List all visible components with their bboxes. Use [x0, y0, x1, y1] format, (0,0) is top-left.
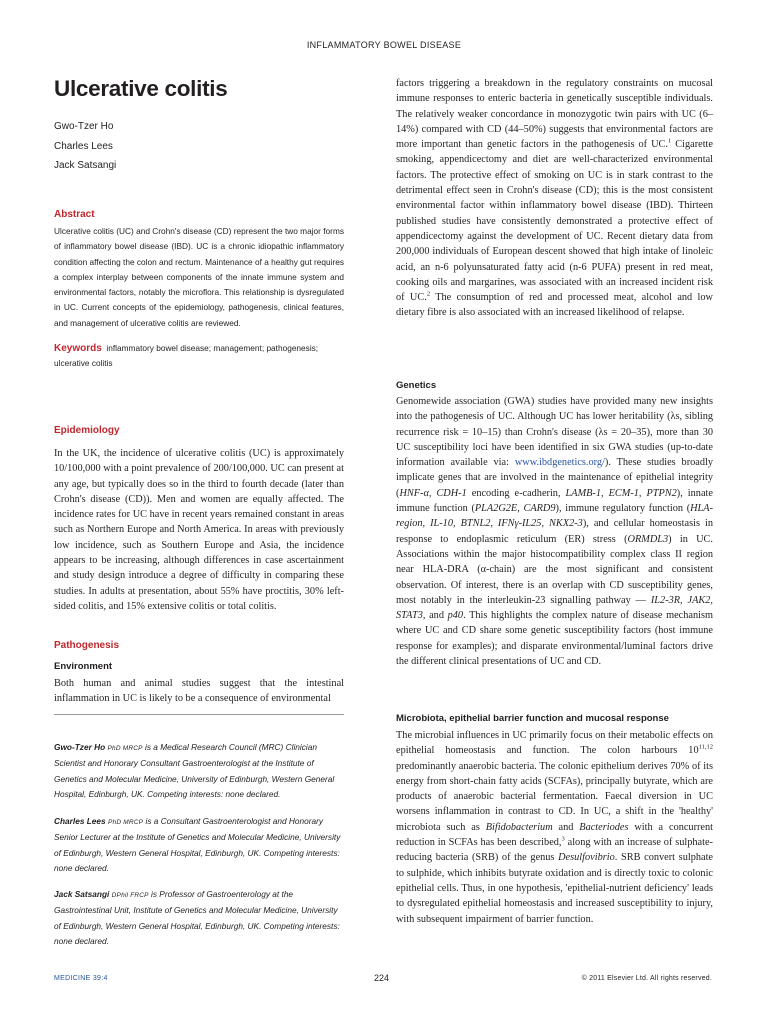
pathogenesis-heading: Pathogenesis: [54, 640, 120, 651]
divider: [54, 714, 344, 715]
epidemiology-heading: Epidemiology: [54, 425, 120, 436]
microbiota-text: The microbial influences in UC primarily focus on their metabolic effects on epithelial homeostasis and function. The colon harbours 10$^{11,12}$ predominantly anaerobic bacteria. The colonic epithelium derives 70% of its energy from short-chain fatty acids (SCFAs), principally butyrate, which are products of anaerobic bacterial fermentation. Faecal diversion in UC worsens inflammation in contrast to CD. In UC, a shift in the 'healthy' microbiota such as Bifidobacterium and Bacteriodes with a concurrent reduction in SCFAs has been described,$^3$ along with an increase of sulphate-reducing bacteria (SRB) of the genus Desulfovibrio. SRB convert sulphate to sulphide, which inhibits butyrate oxidation and is directly toxic to colonic epithelial cells. Thus, in one hypothesis, 'epithelial-nutrient deficiency' leads to dysregulated epithelial homeostasis and increased susceptibility to injury, with subsequent impairment of barrier function.: [396, 730, 714, 925]
keywords: [54, 341, 344, 372]
environment-text: Both human and animal studies suggest that the intestinal inflammation in UC is likely to be a consequence of environmental: [54, 678, 344, 705]
microbiota-heading: Microbiota, epithelial barrier function and mucosal response: [396, 713, 669, 724]
keywords-text: inflammatory bowel disease; management; pathogenesis; ulcerative colitis: [54, 343, 319, 369]
epidemiology-text: In the UK, the incidence of ulcerative colitis (UC) is approximately 10/100,000 with a point prevalence of 200/100,000. UC can present at any age, but typically does so in the third to fourth decade (later than Crohn's disease (CD)). Men and women are equally affected. The incidence rates for UC have in recent years remained constant in areas such as Northern Europe and North America. In areas with previously low incidence, such as Southern Europe and Asia, the incidence appears to be increasing, although differences in case ascertainment and study design introduce a degree of difficulty in comparing these studies. In adults at presentation, about 55% have proctitis, 30% left-sided colitis, and 15% extensive colitis or total colitis.: [54, 448, 344, 612]
author-name: Gwo-Tzer Ho: [54, 121, 114, 132]
journal-citation: MEDICINE 39:4: [54, 975, 108, 982]
genetics-text: Genomewide association (GWA) studies have provided many new insights into the pathogenesis of UC. Although UC has lower heritability (λs, sibling recurrence risk = 10–15) than Crohn's disease (λs = 20–35), more than 30 UC susceptibility loci have been identified in six GWA studies (up-to-date information available via: www.ibdgenetics.org/). These studies broadly implicate genes that are involved in the maintenance of epithelial integrity (HNF-α, CDH-1 encoding e-cadherin, LAMB-1, ECM-1, PTPN2), innate immune function (PLA2G2E, CARD9), immune regulatory function (HLA-region, IL-10, BTNL2, IFNγ-IL25, NKX2-3), and cellular homeostasis in response to endoplasmic reticulum (ER) stress (ORMDL3) in UC. Associations within the major histocompatibility complex class II region near HLA-DRA (α-chain) are the most significant and consistent observation. Of interest, there is an overlap with CD susceptibility genes, most notably in the interleukin-23 signalling pathway — IL2-3R, JAK2, STAT3, and p40. This highlights the complex nature of disease mechanism where UC and CD share some genetic susceptibility factors (host immune response for examples); and disparate environmental/luminal factors drive the different clinical presentations of UC and CD.: [396, 396, 714, 668]
author-name: Charles Lees: [54, 140, 113, 152]
author-bio: Jack Satsangi DPhil FRCP is Professor of Gastroenterology at the Gastrointestinal Unit, Institute of Genetics and Molecular Medicine, University of Edinburgh, Western General Hospital, Edinburgh, UK. Competing interests: none declared.: [54, 889, 340, 946]
ibdgenetics-link[interactable]: www.ibdgenetics.org/: [514, 457, 605, 469]
copyright: © 2011 Elsevier Ltd. All rights reserved.: [581, 975, 712, 982]
keywords-label: Keywords: [54, 343, 102, 354]
author-name: Jack Satsangi: [54, 160, 117, 171]
article-title: Ulcerative colitis: [54, 76, 228, 101]
environment-heading: Environment: [54, 661, 113, 672]
author-bio: Charles Lees PhD MRCP is a Consultant Gastroenterologist and Honorary Senior Lecturer at the Institute of Genetics and Molecular Medicine, University of Edinburgh, Western General Hospital, Edinburgh, UK. Competing interests: none declared.: [54, 816, 341, 873]
abstract-heading: Abstract: [54, 209, 95, 220]
running-header: INFLAMMATORY BOWEL DISEASE: [306, 40, 462, 50]
author-list: [54, 117, 344, 176]
page-number: 224: [374, 973, 390, 983]
abstract-text: Ulcerative colitis (UC) and Crohn's disease (CD) represent the two major forms of inflammatory bowel disease (IBD). UC is a chronic idiopathic inflammatory condition affecting the colon and rectum. Maintenance of a healthy gut requires a complex interplay between components of the innate immune system and environmental factors, notably the microflora. This relationship is dysregulated in UC. Current concepts of the epidemiology, pathogenesis, clinical features, and management of ulcerative colitis are reviewed.: [54, 226, 344, 328]
environment-text-continued: factors triggering a breakdown in the regulatory constraints on mucosal immune responses to enteric bacteria in genetically susceptible individuals. The relatively weaker concordance in monozygotic twin pairs with UC (6–14%) compared with CD (44–50%) suggests that environmental factors are more important than genetic factors in the pathogenesis of UC.$^1$ Cigarette smoking, appendicectomy and diet are well-characterized environmental factors. The protective effect of smoking on UC is in stark contrast to the detrimental effect seen in Crohn's disease (CD); this is the most consistent environmental factor within inflammatory bowel disease (IBD). Thirteen published studies have consistently demonstrated a protective effect of appendicectomy against the development of UC. Recent dietary data from 200,000 individuals of European descent showed that high intake of linoleic acid, an n-6 polyunsaturated fatty acid (n-6 PUFA) present in red meat, cooking oils and margarines, was associated with an increased incident risk of UC.$^2$ The consumption of red and processed meat, alcohol and low dietary fibre is also associated with an increased likelihood of relapse.: [396, 78, 713, 319]
author-bio: Gwo-Tzer Ho PhD MRCP is a Medical Research Council (MRC) Clinician Scientist and Honorary Consultant Gastroenterologist at the Institute of Genetics and Molecular Medicine, University of Edinburgh, Western General Hospital, Edinburgh, UK. Competing interests: none declared.: [54, 742, 335, 799]
genetics-heading: Genetics: [396, 380, 437, 391]
